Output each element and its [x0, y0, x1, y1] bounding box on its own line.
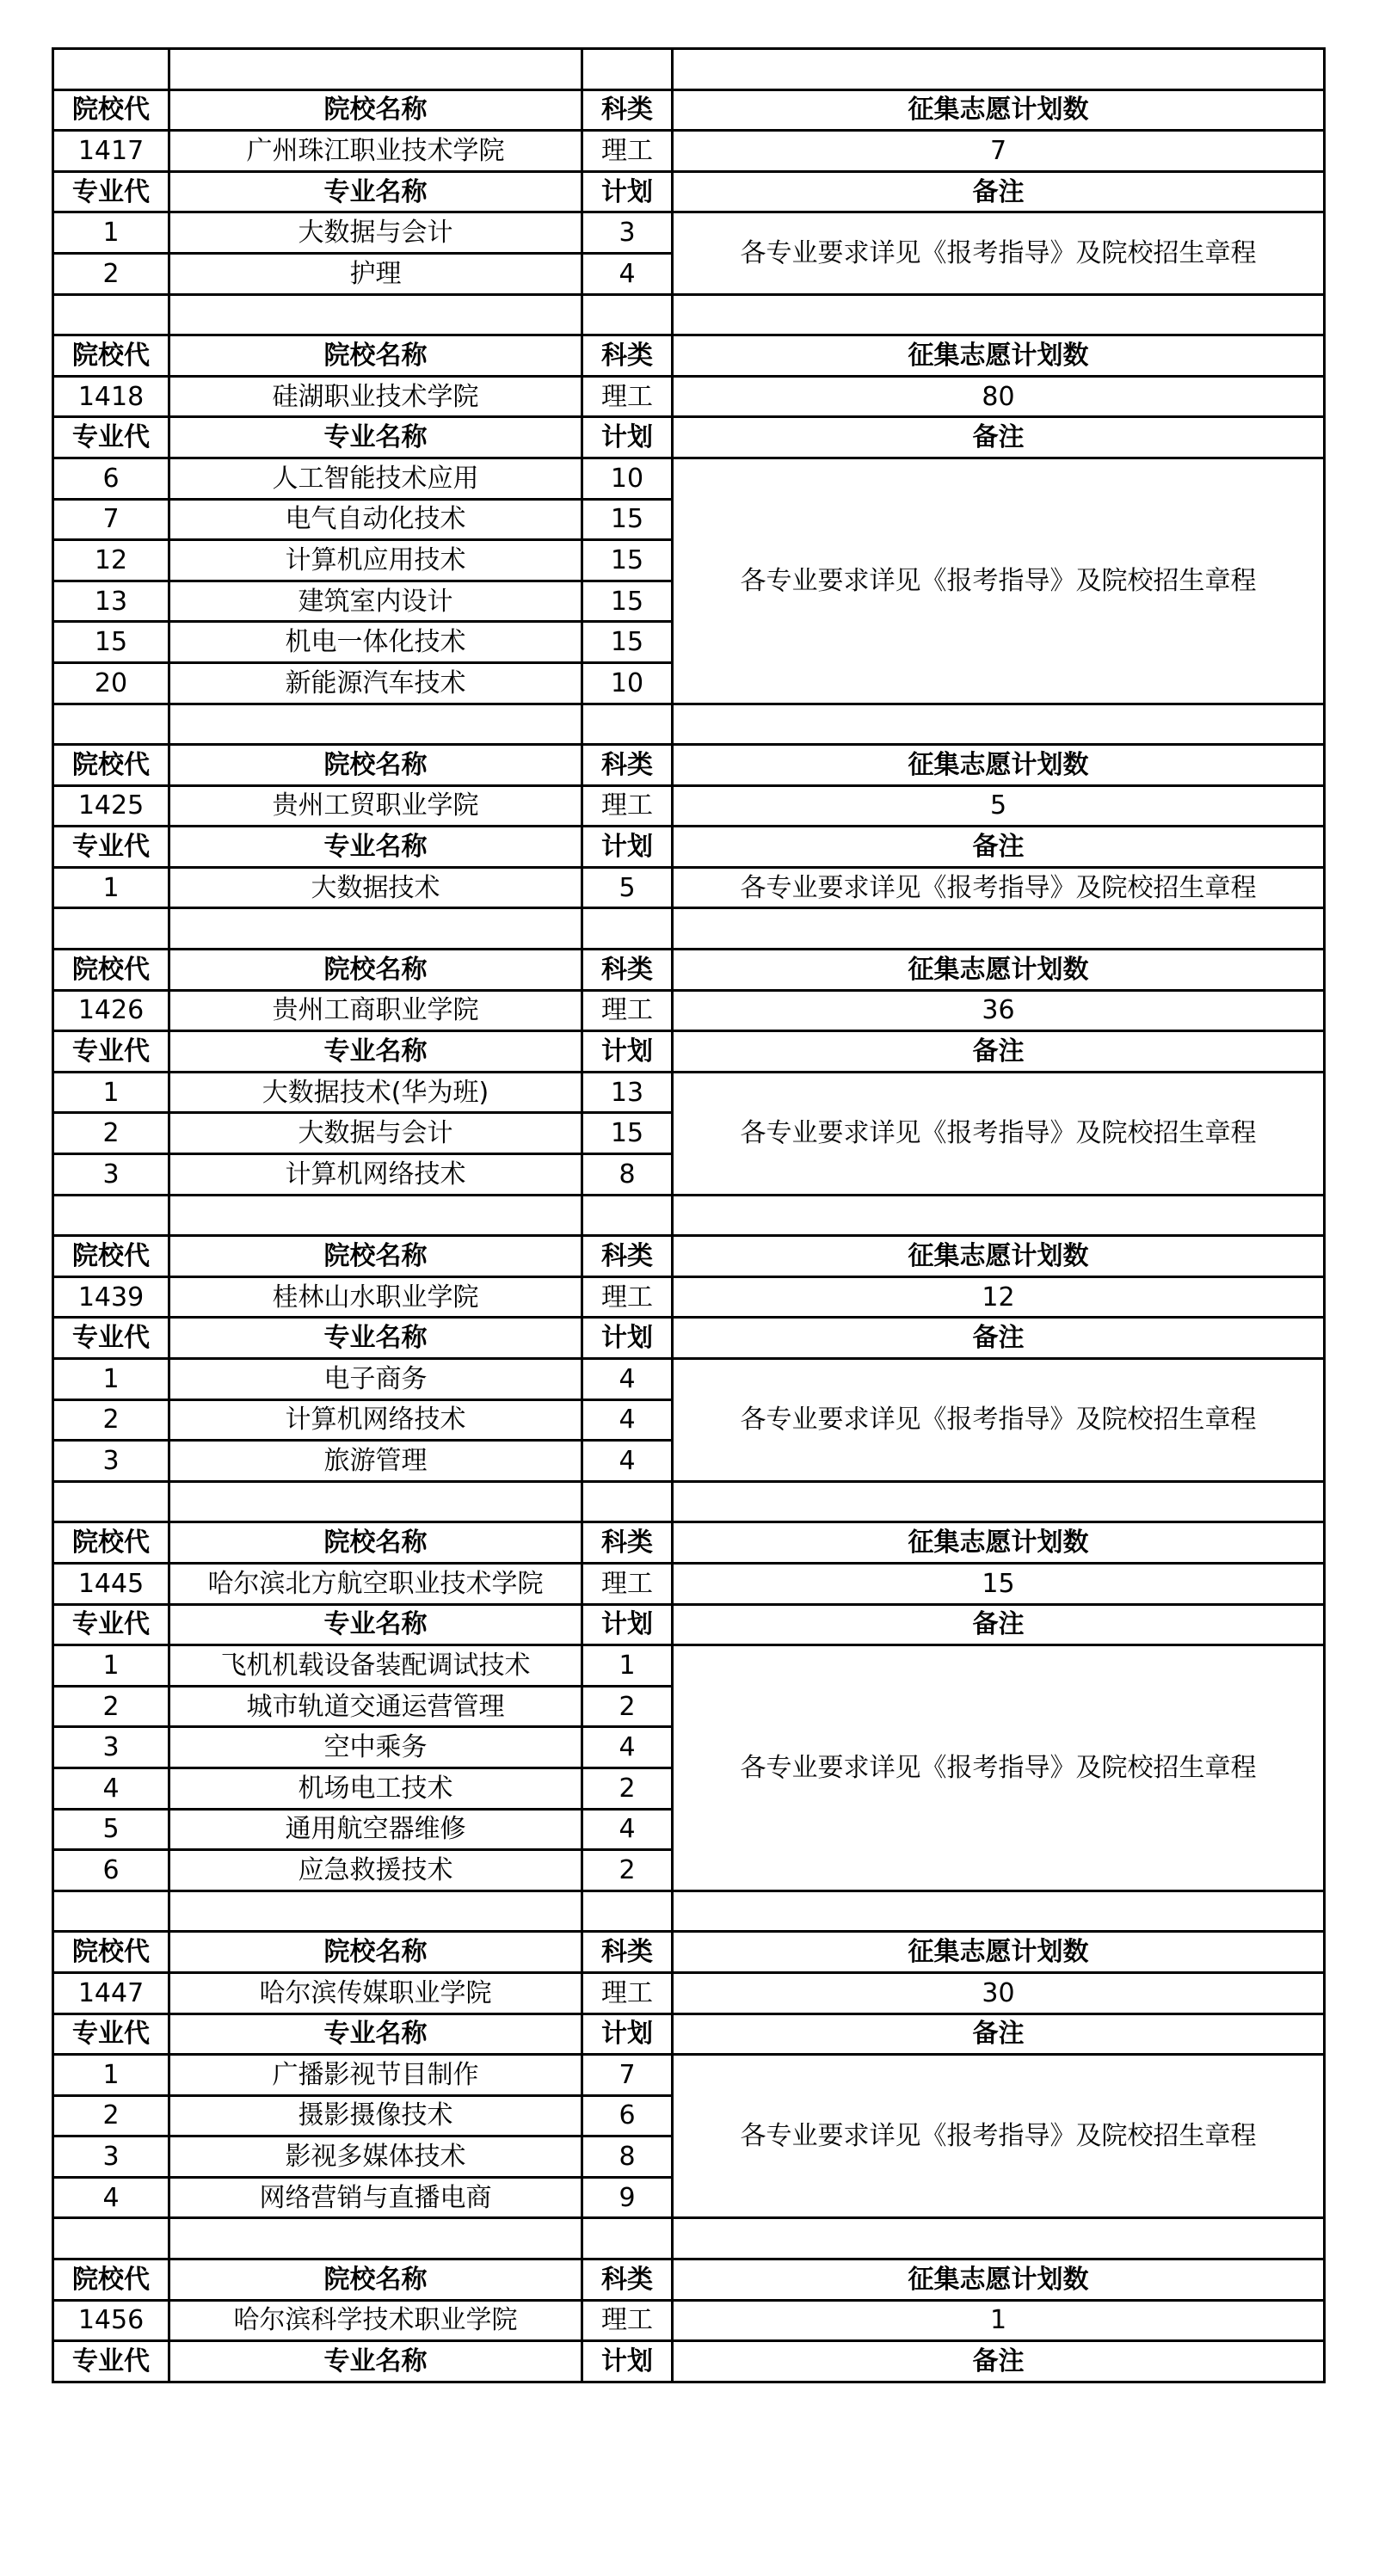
spacer-cell: [53, 294, 169, 335]
major-row: [53, 1645, 1325, 1687]
header-major-code: 专业代: [53, 1604, 169, 1645]
school-row: [53, 1563, 1325, 1604]
major-code: 4: [53, 1768, 169, 1809]
header-school-code: 院校代: [53, 2259, 169, 2301]
major-name: 飞机机载设备装配调试技术: [169, 1645, 582, 1687]
header-major-name: 专业名称: [169, 2341, 582, 2382]
major-name: 计算机网络技术: [169, 1154, 582, 1196]
major-code: 12: [53, 540, 169, 581]
header-remark: 备注: [673, 2341, 1325, 2382]
spacer-cell: [169, 704, 582, 745]
spacer-cell: [582, 49, 673, 90]
major-name: 大数据技术: [169, 867, 582, 908]
school-category: 理工: [582, 1563, 673, 1604]
major-code: 3: [53, 2136, 169, 2178]
school-name: 硅湖职业技术学院: [169, 376, 582, 417]
header-plan-total: 征集志愿计划数: [673, 1932, 1325, 1973]
header-school-name: 院校名称: [169, 335, 582, 377]
major-plan: 2: [582, 1686, 673, 1727]
header-school-code: 院校代: [53, 1932, 169, 1973]
school-header-row: [53, 2259, 1325, 2301]
major-remark: 各专业要求详见《报考指导》及院校招生章程: [673, 1072, 1325, 1195]
header-plan-total: 征集志愿计划数: [673, 2259, 1325, 2301]
major-code: 1: [53, 1645, 169, 1687]
header-category: 科类: [582, 2259, 673, 2301]
header-major-code: 专业代: [53, 417, 169, 458]
major-remark: 各专业要求详见《报考指导》及院校招生章程: [673, 2055, 1325, 2218]
major-header-row: [53, 2341, 1325, 2382]
major-row: [53, 212, 1325, 254]
major-code: 3: [53, 1441, 169, 1482]
spacer-row: [53, 704, 1325, 745]
school-plan-total: 80: [673, 376, 1325, 417]
major-code: 2: [53, 253, 169, 294]
major-code: 1: [53, 2055, 169, 2096]
school-header-row: [53, 950, 1325, 991]
header-remark: 备注: [673, 171, 1325, 212]
spacer-row: [53, 1481, 1325, 1522]
header-plan: 计划: [582, 1318, 673, 1359]
major-header-row: [53, 2013, 1325, 2055]
school-plan-total: 36: [673, 990, 1325, 1031]
major-name: 机场电工技术: [169, 1768, 582, 1809]
header-category: 科类: [582, 1522, 673, 1564]
header-school-name: 院校名称: [169, 1932, 582, 1973]
major-plan: 1: [582, 1645, 673, 1687]
spacer-row: [53, 1195, 1325, 1236]
school-header-row: [53, 89, 1325, 131]
header-school-name: 院校名称: [169, 1236, 582, 1277]
table-body: [53, 49, 1325, 2382]
major-code: 1: [53, 212, 169, 254]
school-plan-total: 30: [673, 1972, 1325, 2013]
header-remark: 备注: [673, 417, 1325, 458]
spacer-cell: [673, 704, 1325, 745]
school-code: 1425: [53, 785, 169, 827]
spacer-cell: [673, 2218, 1325, 2259]
header-category: 科类: [582, 89, 673, 131]
major-name: 影视多媒体技术: [169, 2136, 582, 2178]
spacer-cell: [53, 908, 169, 950]
school-name: 广州珠江职业技术学院: [169, 131, 582, 172]
spacer-cell: [673, 1195, 1325, 1236]
spacer-cell: [53, 49, 169, 90]
school-code: 1439: [53, 1276, 169, 1318]
major-plan: 7: [582, 2055, 673, 2096]
major-row: [53, 1359, 1325, 1400]
header-remark: 备注: [673, 1031, 1325, 1073]
major-plan: 10: [582, 458, 673, 499]
major-remark: 各专业要求详见《报考指导》及院校招生章程: [673, 458, 1325, 704]
header-major-name: 专业名称: [169, 2013, 582, 2055]
major-plan: 4: [582, 1359, 673, 1400]
school-name: 哈尔滨北方航空职业技术学院: [169, 1563, 582, 1604]
school-row: [53, 376, 1325, 417]
header-major-name: 专业名称: [169, 171, 582, 212]
major-code: 3: [53, 1727, 169, 1768]
header-school-name: 院校名称: [169, 89, 582, 131]
school-category: 理工: [582, 785, 673, 827]
spacer-cell: [169, 908, 582, 950]
major-header-row: [53, 1604, 1325, 1645]
header-plan-total: 征集志愿计划数: [673, 89, 1325, 131]
major-plan: 2: [582, 1768, 673, 1809]
school-header-row: [53, 1932, 1325, 1973]
major-name: 空中乘务: [169, 1727, 582, 1768]
header-plan-total: 征集志愿计划数: [673, 950, 1325, 991]
header-school-name: 院校名称: [169, 1522, 582, 1564]
header-major-name: 专业名称: [169, 1031, 582, 1073]
header-plan-total: 征集志愿计划数: [673, 1236, 1325, 1277]
major-name: 新能源汽车技术: [169, 662, 582, 704]
header-major-name: 专业名称: [169, 827, 582, 868]
major-code: 2: [53, 1399, 169, 1441]
school-name: 哈尔滨科学技术职业学院: [169, 2300, 582, 2341]
header-category: 科类: [582, 335, 673, 377]
spacer-row: [53, 2218, 1325, 2259]
major-code: 15: [53, 622, 169, 663]
spacer-row: [53, 49, 1325, 90]
school-plan-total: 7: [673, 131, 1325, 172]
admission-plan-table: [52, 47, 1326, 2383]
school-name: 桂林山水职业学院: [169, 1276, 582, 1318]
major-plan: 10: [582, 662, 673, 704]
major-row: [53, 1072, 1325, 1113]
header-major-code: 专业代: [53, 1031, 169, 1073]
school-row: [53, 2300, 1325, 2341]
spacer-cell: [169, 2218, 582, 2259]
major-name: 应急救援技术: [169, 1850, 582, 1891]
school-header-row: [53, 745, 1325, 786]
school-category: 理工: [582, 1276, 673, 1318]
major-name: 人工智能技术应用: [169, 458, 582, 499]
spacer-cell: [582, 1481, 673, 1522]
major-code: 7: [53, 499, 169, 540]
major-plan: 8: [582, 1154, 673, 1196]
header-major-code: 专业代: [53, 827, 169, 868]
major-plan: 15: [582, 622, 673, 663]
school-name: 贵州工商职业学院: [169, 990, 582, 1031]
major-header-row: [53, 1318, 1325, 1359]
school-header-row: [53, 1236, 1325, 1277]
school-category: 理工: [582, 376, 673, 417]
major-remark: 各专业要求详见《报考指导》及院校招生章程: [673, 1645, 1325, 1891]
major-name: 大数据技术(华为班): [169, 1072, 582, 1113]
major-plan: 8: [582, 2136, 673, 2178]
spacer-cell: [582, 2218, 673, 2259]
spacer-cell: [673, 49, 1325, 90]
header-school-code: 院校代: [53, 1522, 169, 1564]
header-major-code: 专业代: [53, 1318, 169, 1359]
header-remark: 备注: [673, 827, 1325, 868]
major-name: 建筑室内设计: [169, 581, 582, 622]
header-school-name: 院校名称: [169, 745, 582, 786]
header-school-code: 院校代: [53, 89, 169, 131]
spacer-cell: [169, 1891, 582, 1932]
major-code: 2: [53, 1686, 169, 1727]
major-name: 通用航空器维修: [169, 1809, 582, 1850]
major-header-row: [53, 1031, 1325, 1073]
major-plan: 3: [582, 212, 673, 254]
spacer-cell: [582, 704, 673, 745]
school-code: 1447: [53, 1972, 169, 2013]
major-plan: 15: [582, 581, 673, 622]
school-plan-total: 15: [673, 1563, 1325, 1604]
spacer-cell: [169, 49, 582, 90]
major-plan: 15: [582, 499, 673, 540]
school-row: [53, 990, 1325, 1031]
spacer-row: [53, 1891, 1325, 1932]
header-remark: 备注: [673, 2013, 1325, 2055]
major-name: 大数据与会计: [169, 212, 582, 254]
header-school-code: 院校代: [53, 745, 169, 786]
header-major-name: 专业名称: [169, 1604, 582, 1645]
major-plan: 4: [582, 1441, 673, 1482]
spacer-row: [53, 294, 1325, 335]
school-category: 理工: [582, 131, 673, 172]
major-name: 旅游管理: [169, 1441, 582, 1482]
major-row: [53, 2055, 1325, 2096]
header-remark: 备注: [673, 1604, 1325, 1645]
major-remark: 各专业要求详见《报考指导》及院校招生章程: [673, 212, 1325, 294]
school-plan-total: 12: [673, 1276, 1325, 1318]
header-major-code: 专业代: [53, 2013, 169, 2055]
major-code: 6: [53, 458, 169, 499]
major-name: 计算机应用技术: [169, 540, 582, 581]
major-name: 护理: [169, 253, 582, 294]
header-major-name: 专业名称: [169, 1318, 582, 1359]
major-name: 电子商务: [169, 1359, 582, 1400]
major-name: 计算机网络技术: [169, 1399, 582, 1441]
spacer-cell: [582, 1891, 673, 1932]
major-plan: 4: [582, 1809, 673, 1850]
major-remark: 各专业要求详见《报考指导》及院校招生章程: [673, 1359, 1325, 1482]
major-header-row: [53, 417, 1325, 458]
major-code: 2: [53, 2095, 169, 2136]
school-header-row: [53, 1522, 1325, 1564]
major-plan: 4: [582, 1727, 673, 1768]
header-major-name: 专业名称: [169, 417, 582, 458]
header-plan-total: 征集志愿计划数: [673, 335, 1325, 377]
major-code: 1: [53, 1072, 169, 1113]
major-code: 5: [53, 1809, 169, 1850]
major-name: 城市轨道交通运营管理: [169, 1686, 582, 1727]
school-name: 贵州工贸职业学院: [169, 785, 582, 827]
major-code: 13: [53, 581, 169, 622]
school-header-row: [53, 335, 1325, 377]
spacer-cell: [53, 1195, 169, 1236]
spacer-row: [53, 908, 1325, 950]
header-plan-total: 征集志愿计划数: [673, 1522, 1325, 1564]
major-code: 1: [53, 867, 169, 908]
major-code: 1: [53, 1359, 169, 1400]
major-remark: 各专业要求详见《报考指导》及院校招生章程: [673, 867, 1325, 908]
spacer-cell: [53, 2218, 169, 2259]
major-plan: 5: [582, 867, 673, 908]
header-major-code: 专业代: [53, 2341, 169, 2382]
spacer-cell: [673, 1891, 1325, 1932]
spacer-cell: [53, 1891, 169, 1932]
school-row: [53, 1972, 1325, 2013]
major-header-row: [53, 171, 1325, 212]
major-name: 广播影视节目制作: [169, 2055, 582, 2096]
header-school-name: 院校名称: [169, 950, 582, 991]
spacer-cell: [582, 294, 673, 335]
major-code: 20: [53, 662, 169, 704]
header-plan: 计划: [582, 2013, 673, 2055]
major-plan: 2: [582, 1850, 673, 1891]
school-code: 1456: [53, 2300, 169, 2341]
school-category: 理工: [582, 2300, 673, 2341]
spacer-cell: [169, 1481, 582, 1522]
header-plan: 计划: [582, 2341, 673, 2382]
spacer-cell: [673, 908, 1325, 950]
major-plan: 4: [582, 1399, 673, 1441]
school-row: [53, 785, 1325, 827]
header-school-code: 院校代: [53, 1236, 169, 1277]
school-row: [53, 1276, 1325, 1318]
major-name: 摄影摄像技术: [169, 2095, 582, 2136]
major-plan: 9: [582, 2177, 673, 2218]
header-plan: 计划: [582, 827, 673, 868]
major-row: [53, 458, 1325, 499]
header-category: 科类: [582, 745, 673, 786]
header-category: 科类: [582, 1932, 673, 1973]
school-code: 1445: [53, 1563, 169, 1604]
header-category: 科类: [582, 950, 673, 991]
school-row: [53, 131, 1325, 172]
major-code: 2: [53, 1113, 169, 1154]
major-name: 网络营销与直播电商: [169, 2177, 582, 2218]
school-name: 哈尔滨传媒职业学院: [169, 1972, 582, 2013]
header-school-code: 院校代: [53, 950, 169, 991]
major-code: 3: [53, 1154, 169, 1196]
major-name: 大数据与会计: [169, 1113, 582, 1154]
header-plan: 计划: [582, 1031, 673, 1073]
spacer-cell: [169, 1195, 582, 1236]
spacer-cell: [53, 704, 169, 745]
header-major-code: 专业代: [53, 171, 169, 212]
major-plan: 15: [582, 1113, 673, 1154]
header-school-code: 院校代: [53, 335, 169, 377]
header-plan: 计划: [582, 171, 673, 212]
header-plan: 计划: [582, 417, 673, 458]
spacer-cell: [53, 1481, 169, 1522]
major-code: 6: [53, 1850, 169, 1891]
school-code: 1418: [53, 376, 169, 417]
header-remark: 备注: [673, 1318, 1325, 1359]
spacer-cell: [169, 294, 582, 335]
major-row: [53, 867, 1325, 908]
header-plan: 计划: [582, 1604, 673, 1645]
major-plan: 15: [582, 540, 673, 581]
major-code: 4: [53, 2177, 169, 2218]
header-school-name: 院校名称: [169, 2259, 582, 2301]
spacer-cell: [582, 908, 673, 950]
spacer-cell: [582, 1195, 673, 1236]
school-code: 1417: [53, 131, 169, 172]
school-code: 1426: [53, 990, 169, 1031]
school-category: 理工: [582, 990, 673, 1031]
major-name: 电气自动化技术: [169, 499, 582, 540]
school-category: 理工: [582, 1972, 673, 2013]
spacer-cell: [673, 1481, 1325, 1522]
header-category: 科类: [582, 1236, 673, 1277]
spacer-cell: [673, 294, 1325, 335]
major-plan: 6: [582, 2095, 673, 2136]
school-plan-total: 1: [673, 2300, 1325, 2341]
major-header-row: [53, 827, 1325, 868]
major-name: 机电一体化技术: [169, 622, 582, 663]
school-plan-total: 5: [673, 785, 1325, 827]
header-plan-total: 征集志愿计划数: [673, 745, 1325, 786]
major-plan: 13: [582, 1072, 673, 1113]
major-plan: 4: [582, 253, 673, 294]
